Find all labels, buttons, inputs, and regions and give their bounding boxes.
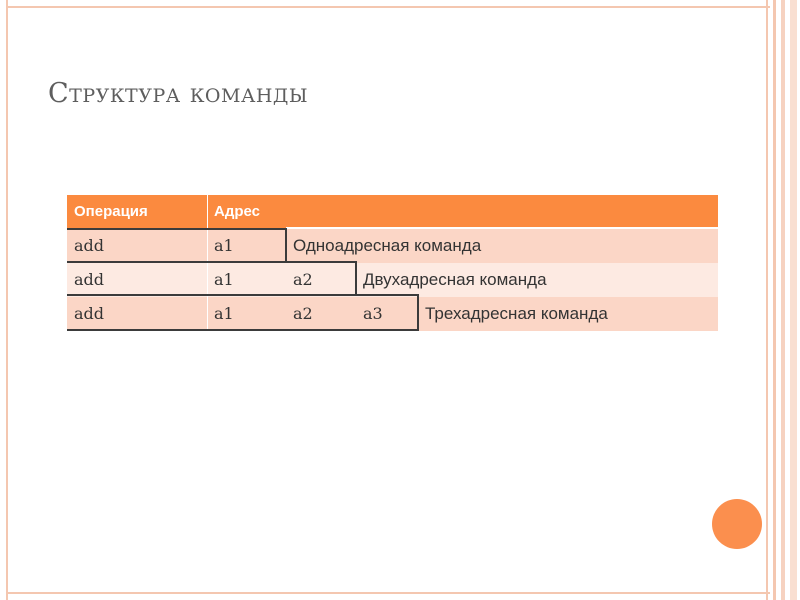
border-line: [67, 329, 419, 331]
border-line: [67, 294, 419, 296]
header-cell-operation: Операция: [74, 203, 148, 220]
decorative-circle: [712, 499, 762, 549]
column-separator: [207, 263, 208, 297]
frame-line-top: [6, 6, 770, 8]
frame-stripe: [790, 0, 797, 600]
frame-line-left: [6, 0, 8, 600]
cell-address-2: a2: [293, 270, 313, 289]
frame-stripe: [773, 0, 776, 600]
command-structure-table: [67, 195, 718, 331]
frame-stripe: [766, 0, 768, 600]
table-row: [67, 297, 718, 331]
border-line: [67, 228, 286, 230]
cell-operation: add: [74, 236, 105, 255]
table-header-row: [67, 195, 718, 229]
cell-address-1: a1: [214, 270, 234, 289]
cell-description: Одноадресная команда: [293, 236, 482, 255]
cell-description: Трехадресная команда: [425, 304, 608, 323]
frame-line-bottom: [6, 592, 770, 594]
border-line: [67, 261, 356, 263]
cell-operation: add: [74, 304, 105, 323]
cell-address-1: a1: [214, 304, 234, 323]
frame-stripe: [781, 0, 785, 600]
border-line: [417, 294, 419, 330]
column-separator: [207, 229, 208, 263]
table-row: [67, 263, 718, 297]
header-blank-area: [286, 195, 718, 228]
column-separator: [207, 195, 208, 229]
cell-operation: add: [74, 270, 105, 289]
slide-title: Структура команды: [48, 78, 309, 109]
cell-address-1: a1: [214, 236, 234, 255]
table-row: [67, 229, 718, 263]
border-line: [285, 228, 287, 262]
cell-address-2: a2: [293, 304, 313, 323]
column-separator: [207, 297, 208, 331]
cell-address-3: a3: [363, 304, 383, 323]
header-cell-address: Адрес: [207, 195, 286, 228]
header-bottom-line: [286, 227, 718, 229]
cell-description: Двухадресная команда: [363, 270, 547, 289]
border-line: [355, 261, 357, 295]
